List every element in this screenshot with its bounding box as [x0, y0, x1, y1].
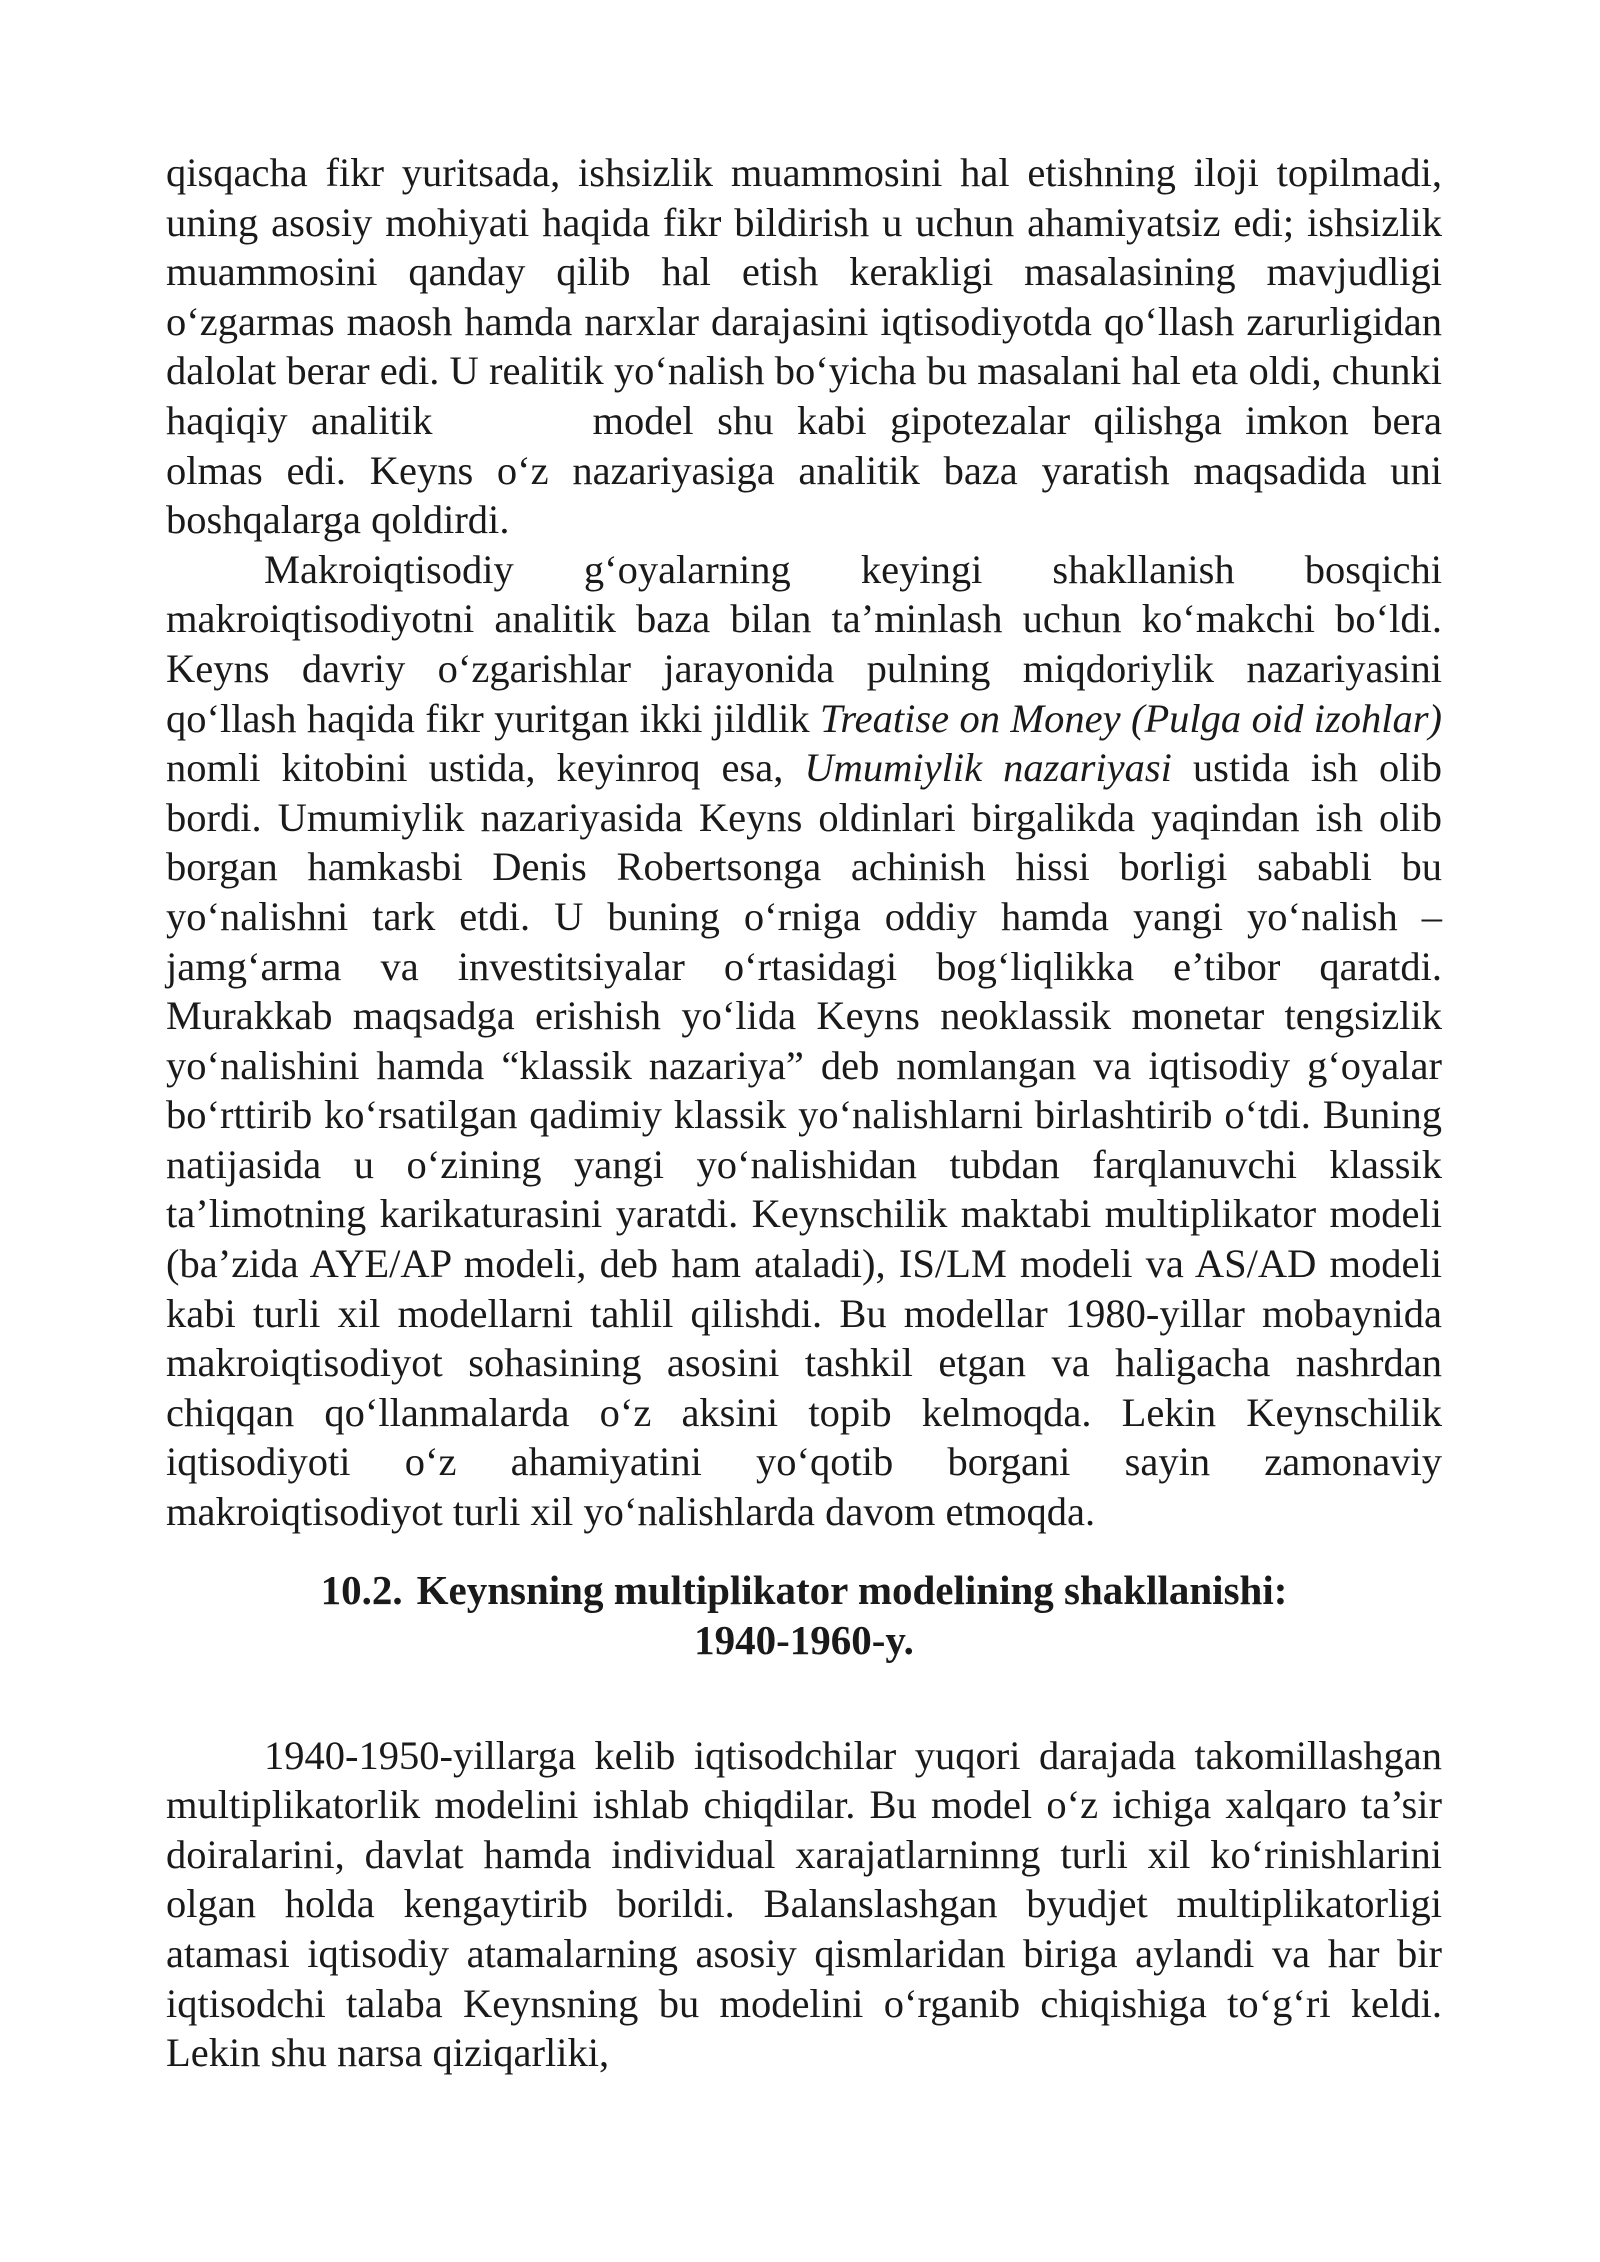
paragraph-continuation [166, 148, 1442, 545]
section-heading [166, 1565, 1442, 1665]
paragraph-text: qisqacha fikr yuritsada, ishsizlik muammosini hal etishning iloji topilmadi, uning asosiy mohiyati haqida fikr bildirish u uchun ahamiyatsiz edi; ishsizlik muammosini qanday qilib hal etish kerakligi masalasining mavjudligi o‘zgarmas maosh hamda narxlar darajasini iqtisodiyotda qo‘llash zarurligidan dalolat berar edi. U realitik yo‘nalish bo‘yicha bu masalani hal eta oldi, chunki haqiqiy analitik [166, 150, 1442, 443]
paragraph-keyns-history [166, 545, 1442, 1537]
section-heading-line-1 [166, 1565, 1442, 1615]
paragraph-text: ustida ish olib bordi. Umumiylik nazariyasida Keyns oldinlari birgalikda yaqindan ish olib borgan hamkasbi Denis Robertsonga achinish hissi borligi sababli bu yo‘nalishni tark etdi. U buning o‘rniga oddiy hamda yangi yo‘nalish – jamg‘arma va investitsiyalar o‘rtasidagi bog‘liqlikka e’tibor qaratdi. Murakkab maqsadga erishish yo‘lida Keyns neoklassik monetar tengsizlik yo‘nalishini hamda “klassik nazariya” deb nomlangan va iqtisodiy g‘oyalar bo‘rttirib ko‘rsatilgan qadimiy klassik yo‘nalishlarni birlashtirib o‘tdi. Buning natijasida u o‘zining yangi yo‘nalishidan tubdan farqlanuvchi klassik ta’limotning karikaturasini yaratdi. Keynschilik maktabi multiplikator modeli (ba’zida AYE/AP modeli, deb ham ataladi), IS/LM modeli va AS/AD modeli kabi turli xil modellarni tahlil qilishdi. Bu modellar 1980-yillar mobaynida makroiqtisodiyot sohasining asosini tashkil etgan va haligacha nashrdan chiqqan qo‘llanmalarda o‘z aksini topib kelmoqda. Lekin Keynschilik iqtisodiyoti o‘z ahamiyatini yo‘qotib borgani sayin zamonaviy makroiqtisodiyot turli xil yo‘nalishlarda davom etmoqda. [166, 745, 1443, 1535]
section-title: Keynsning multiplikator modelining shakllanishi: [416, 1566, 1288, 1613]
book-title-treatise: Treatise on Money (Pulga oid izohlar) [820, 695, 1442, 741]
section-heading-line-2: 1940-1960-y. [694, 1616, 914, 1663]
section-number: 10.2. [320, 1566, 403, 1613]
paragraph-text: 1940-1950-yillarga kelib iqtisodchilar yuqori darajada takomillashgan multiplikatorlik modelini ishlab chiqdilar. Bu model o‘z ichiga xalqaro ta’sir doiralarini, davlat hamda individual xarajatlarninng turli xil ko‘rinishlarini olgan holda kengaytirib borildi. Balanslashgan byudjet multiplikatorligi atamasi iqtisodiy atamalarning asosiy qismlaridan biriga aylandi va har bir iqtisodchi talaba Keynsning bu modelini o‘rganib chiqishiga to‘g‘ri keldi. Lekin shu narsa qiziqarliki, [166, 1732, 1442, 2076]
document-page [166, 148, 1442, 2078]
book-title-general-theory: Umumiylik nazariyasi [804, 745, 1172, 791]
paragraph-text: model shu kabi gipotezalar qilishga imkon bera olmas edi. Keyns o‘z nazariyasiga analitik baza yaratish maqsadida uni boshqalarga qoldirdi. [166, 397, 1442, 543]
paragraph-text: Makroiqtisodiy g‘oyalarning keyingi shakllanish bosqichi makroiqtisodiyotni analitik baza bilan ta’minlash uchun ko‘makchi bo‘ldi. Keyns davriy o‘zgarishlar jarayonida pulning miqdoriylik nazariyasini qo‘llash haqida fikr yuritgan ikki jildlik [166, 546, 1442, 741]
paragraph-text: nomli kitobini ustida, keyinroq esa, [166, 745, 805, 791]
paragraph-multiplier-model [166, 1731, 1442, 2078]
